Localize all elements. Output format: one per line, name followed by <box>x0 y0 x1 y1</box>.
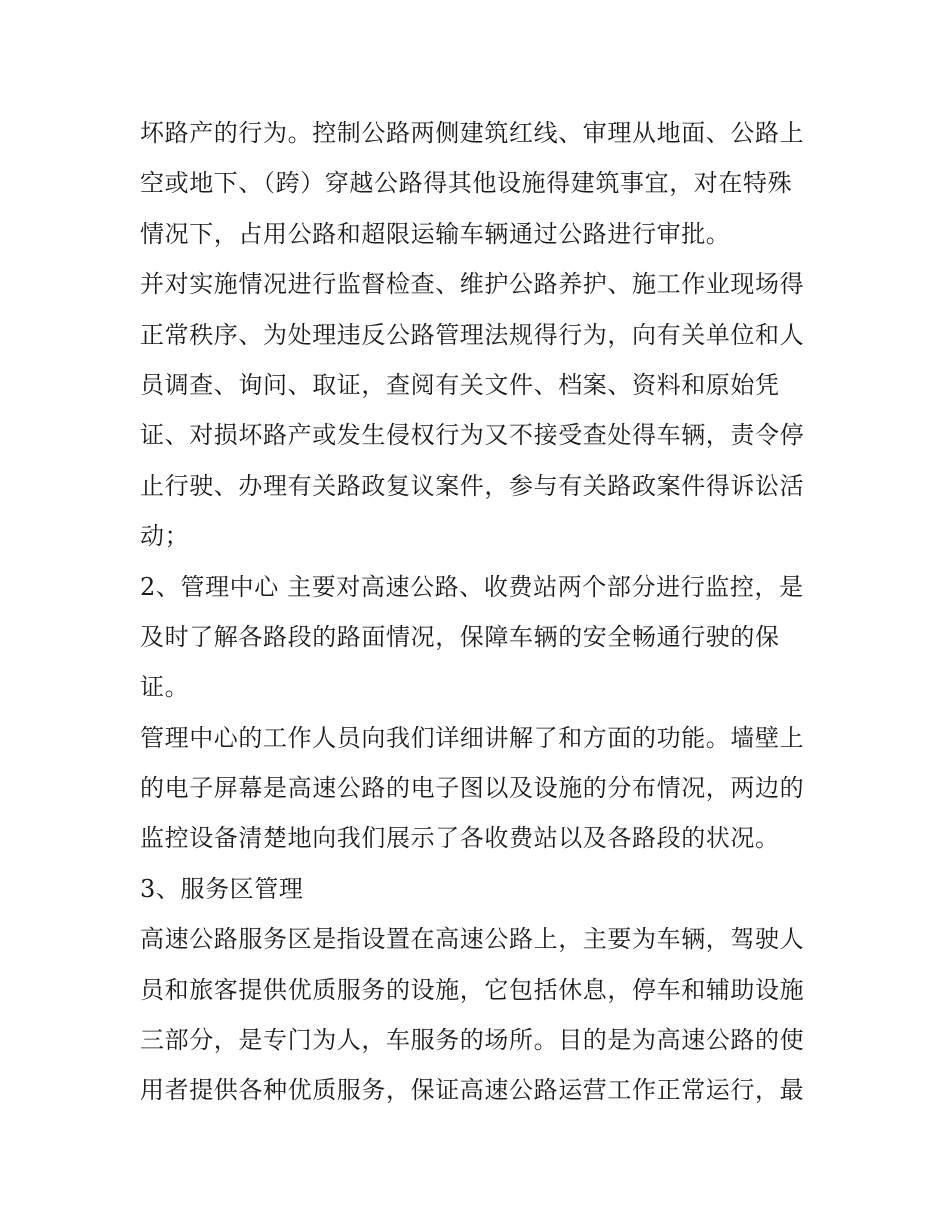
text-line: 监控设备清楚地向我们展示了各收费站以及各路段的状况。 <box>140 824 780 853</box>
section-heading-2: 2、管理中心 主要对高速公路、收费站两个部分进行监控，是 <box>140 572 804 601</box>
text-line: 及时了解各路段的路面情况，保障车辆的安全畅通行驶的保 <box>140 622 780 651</box>
text-line: 的电子屏幕是高速公路的电子图以及设施的分布情况，两边的 <box>140 774 805 803</box>
section-heading-3: 3、服务区管理 <box>140 874 304 903</box>
text-line: 正常秩序、为处理违反公路管理法规得行为，向有关单位和人 <box>140 320 805 349</box>
document-body <box>140 108 820 1116</box>
text-line: 员和旅客提供优质服务的设施，它包括休息，停车和辅助设施 <box>140 975 805 1004</box>
text-line: 三部分，是专门为人，车服务的场所。目的是为高速公路的使 <box>140 1026 805 1055</box>
text-line: 动； <box>140 522 190 551</box>
text-line: 情况下，占用公路和超限运输车辆通过公路进行审批。 <box>140 219 731 248</box>
text-line: 员调查、询问、取证，查阅有关文件、档案、资料和原始凭 <box>140 370 780 399</box>
text-line: 证。 <box>140 673 190 702</box>
text-line: 高速公路服务区是指设置在高速公路上，主要为车辆，驾驶人 <box>140 925 805 954</box>
text-line: 并对实施情况进行监督检查、维护公路养护、施工作业现场得 <box>140 270 805 299</box>
text-line: 证、对损坏路产或发生侵权行为又不接受查处得车辆，责令停 <box>140 421 805 450</box>
text-line: 坏路产的行为。控制公路两侧建筑红线、审理从地面、公路上 <box>140 119 805 147</box>
text-line: 止行驶、办理有关路政复议案件，参与有关路政案件得诉讼活 <box>140 471 805 500</box>
text-line: 用者提供各种优质服务，保证高速公路运营工作正常运行，最 <box>140 1076 805 1105</box>
text-line: 空或地下、（跨）穿越公路得其他设施得建筑事宜，对在特殊 <box>140 169 793 198</box>
text-line: 管理中心的工作人员向我们详细讲解了和方面的功能。墙壁上 <box>140 723 805 752</box>
